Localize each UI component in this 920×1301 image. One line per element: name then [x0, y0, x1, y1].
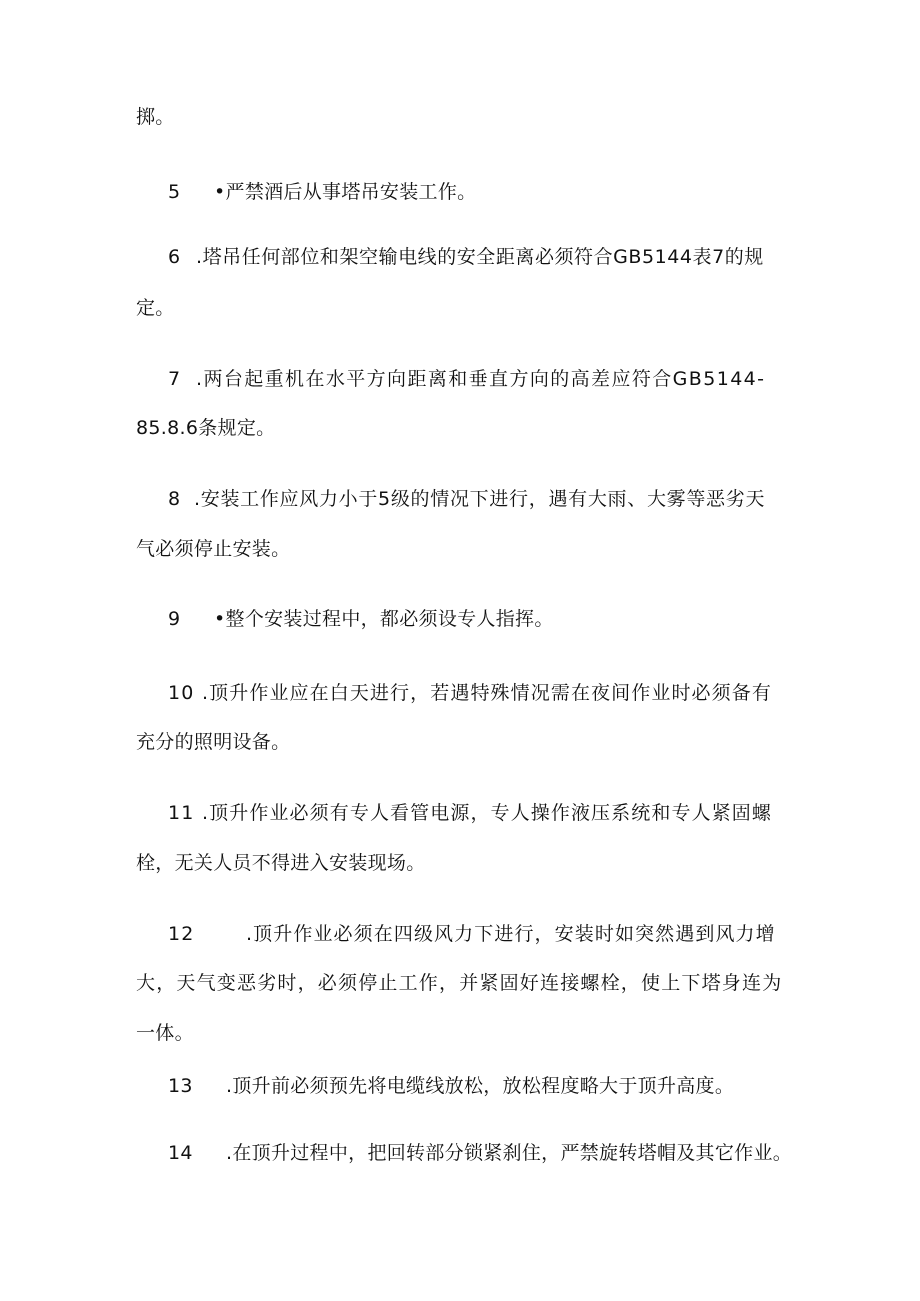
- item-lead: .: [202, 682, 210, 704]
- item-lead: .: [246, 923, 254, 945]
- item-text: 顶升作业应在白天进行，若遇特殊情况需在夜间作业时必须备有: [209, 682, 772, 704]
- item-text: 整个安装过程中，都必须设专人指挥。: [225, 608, 554, 630]
- item-text: 顶升作业必须有专人看管电源，专人操作液压系统和专人紧固螺: [209, 802, 772, 824]
- item-lead: •: [214, 608, 226, 630]
- list-item-7: [168, 366, 765, 392]
- continuation-line: 掷。: [136, 106, 175, 128]
- list-item-9: [168, 606, 554, 632]
- continuation-line: 栓，无关人员不得进入安装现场。: [136, 852, 426, 874]
- continuation-line: 气必须停止安装。: [136, 538, 291, 560]
- item-text: 顶升作业必须在四级风力下进行，安装时如突然遇到风力增: [253, 923, 776, 945]
- item-number: 12: [168, 923, 195, 945]
- item-text: 两台起重机在水平方向距离和垂直方向的高差应符合GB5144-: [203, 368, 766, 390]
- item-lead: .: [196, 246, 203, 268]
- item-text: 顶升前必须预先将电缆线放松，放松程度略大于顶升高度。: [232, 1075, 735, 1097]
- item-text: 安装工作应风力小于5级的情况下进行，遇有大雨、大雾等恶劣天: [200, 488, 766, 510]
- item-number: 5: [168, 181, 181, 203]
- item-number: 8: [168, 488, 181, 510]
- item-number: 7: [168, 368, 182, 390]
- item-lead: .: [196, 368, 204, 390]
- item-number: 9: [168, 608, 181, 630]
- list-item-8: [168, 486, 765, 512]
- list-item-13: [168, 1073, 734, 1099]
- continuation-line: 大，天气变恶劣时，必须停止工作，并紧固好连接螺栓，使上下塔身连为: [136, 972, 783, 994]
- item-number: 13: [168, 1075, 193, 1097]
- item-lead: .: [202, 802, 210, 824]
- item-text: 在顶升过程中，把回转部分锁紧刹住，严禁旋转塔帽及其它作业。: [232, 1142, 793, 1164]
- continuation-line: 定。: [136, 297, 175, 319]
- item-lead: .: [226, 1075, 233, 1097]
- continuation-line: 一体。: [136, 1022, 194, 1044]
- list-item-10: [168, 680, 772, 706]
- item-lead: .: [194, 488, 201, 510]
- item-lead: •: [214, 181, 226, 203]
- list-item-6: [168, 244, 764, 270]
- item-number: 14: [168, 1142, 193, 1164]
- list-item-5: [168, 179, 476, 205]
- continuation-line: 85.8.6条规定。: [136, 417, 276, 439]
- continuation-line: 充分的照明设备。: [136, 731, 291, 753]
- item-lead: .: [226, 1142, 233, 1164]
- item-text: 塔吊任何部位和架空输电线的安全距离必须符合GB5144表7的规: [202, 246, 764, 268]
- item-number: 11: [168, 802, 195, 824]
- list-item-11: [168, 800, 772, 826]
- item-text: 严禁酒后从事塔吊安装工作。: [225, 181, 477, 203]
- item-number: 6: [168, 246, 181, 268]
- list-item-12: [168, 921, 776, 947]
- list-item-14: [168, 1140, 792, 1166]
- item-number: 10: [168, 682, 195, 704]
